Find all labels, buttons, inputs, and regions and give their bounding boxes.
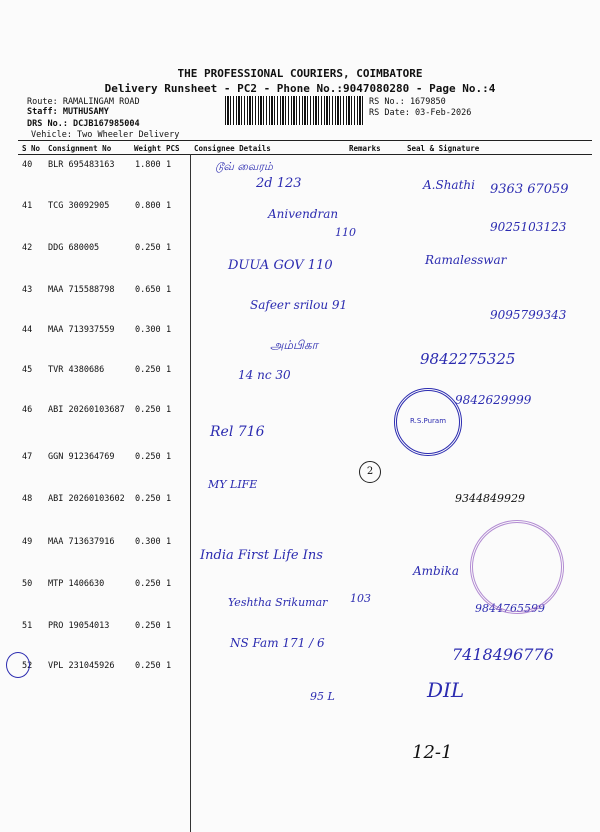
row-consignment: DDG 680005 [48,243,100,253]
row-52-circle-mark [6,652,33,678]
handwriting-41-a: Anivendran [268,207,339,221]
row-pcs: 1 [166,452,172,462]
handwriting-40-phone: 9363 67059 [490,182,569,197]
col-sno: S No [22,144,41,153]
row-weight: 0.650 [135,285,161,295]
footer-date: 12-1 [412,742,453,763]
row-consignment: TCG 30092905 [48,201,110,211]
row-consignment: MAA 715588798 [48,285,115,295]
row-sno: 45 [22,365,33,375]
handwriting-51-details: NS Fam 171 / 6 [230,636,325,650]
row-weight: 0.300 [135,325,161,335]
row-sno: 42 [22,243,33,253]
route-label: Route: RAMALINGAM ROAD [27,97,140,107]
row-pcs: 1 [166,405,172,415]
row-pcs: 1 [166,243,172,253]
row-sno: 52 [22,661,33,671]
row-sno: 40 [22,160,33,170]
handwriting-50-a: Yeshtha Srikumar [228,596,328,609]
row-pcs: 1 [166,661,172,671]
row-consignment: ABI 20260103602 [48,494,125,504]
row-pcs: 1 [166,537,172,547]
barcode [225,96,365,125]
row-pcs: 1 [166,621,172,631]
row-weight: 0.300 [135,537,161,547]
row-sno: 44 [22,325,33,335]
row-consignment: MAA 713937559 [48,325,115,335]
row-weight: 0.250 [135,579,161,589]
row-consignment: TVR 4380686 [48,365,105,375]
handwriting-49-details: India First Life Ins [200,548,323,563]
row-pcs: 1 [166,201,172,211]
row-pcs: 1 [166,285,172,295]
handwriting-46-details: Rel 716 [210,424,265,440]
row-consignment: VPL 231045926 [48,661,115,671]
stamp-text: R.S.Puram [409,417,447,425]
runsheet-title: Delivery Runsheet - PC2 - Phone No.:9047080280 - Page No.:4 [104,82,496,95]
table-row [18,401,592,451]
col-details: Consignee Details [194,144,271,153]
row-pcs: 1 [166,325,172,335]
handwriting-40-sign: A.Shathi [423,178,475,192]
handwriting-42-sign: Ramalesswar [425,253,507,267]
handwriting-45-phone: 9842629999 [455,393,532,407]
circled-number: 2 [359,461,381,483]
row-weight: 0.250 [135,405,161,415]
handwriting-51-phone: 7418496776 [452,645,554,664]
row-consignment: MTP 1406630 [48,579,105,589]
row-consignment: PRO 19054013 [48,621,110,631]
handwriting-40-a: டூவ் வைரம் [215,160,273,173]
handwriting-52-details: 95 L [310,690,335,703]
header-rule-top [18,140,592,141]
company-seal [470,520,564,614]
handwriting-48-details: MY LIFE [208,478,258,491]
col-consignment: Consignment No [48,144,112,153]
row-sno: 41 [22,201,33,211]
row-pcs: 1 [166,365,172,375]
handwriting-40-details: 2d 123 [256,176,302,191]
handwriting-52-sign: DIL [427,678,465,702]
handwriting-42-details: DUUA GOV 110 [228,258,333,273]
row-sno: 43 [22,285,33,295]
rs-number: RS No.: 1679850 [369,97,446,107]
row-pcs: 1 [166,494,172,504]
handwriting-41-phone: 9025103123 [490,220,567,234]
row-weight: 0.250 [135,494,161,504]
row-sno: 47 [22,452,33,462]
col-seal: Seal & Signature [407,144,480,153]
rs-date: RS Date: 03-Feb-2026 [369,108,472,118]
handwriting-48-phone: 9344849929 [455,492,525,505]
row-weight: 0.250 [135,621,161,631]
row-sno: 51 [22,621,33,631]
handwriting-43-details: Safeer srilou 91 [250,298,348,312]
row-consignment: ABI 20260103687 [48,405,125,415]
staff-label: Staff: MUTHUSAMY [27,107,109,117]
row-pcs: 1 [166,160,172,170]
drs-label: DRS No.: DCJB167985004 [27,119,140,129]
row-consignment: MAA 713637916 [48,537,115,547]
col-remarks: Remarks [349,144,381,153]
vehicle-label: Vehicle: Two Wheeler Delivery [31,130,180,140]
handwriting-41-details: 110 [335,226,356,239]
row-sno: 48 [22,494,33,504]
row-sno: 49 [22,537,33,547]
row-weight: 0.250 [135,243,161,253]
row-weight: 0.250 [135,661,161,671]
handwriting-44-phone: 9842275325 [420,350,516,368]
table-row [18,657,592,707]
header-rule-bottom [18,154,592,155]
handwriting-43-phone: 9095799343 [490,308,567,322]
handwriting-50-phone: 9844765599 [475,602,545,615]
row-sno: 46 [22,405,33,415]
col-weight: Weight [134,144,162,153]
row-weight: 0.250 [135,452,161,462]
row-consignment: BLR 695483163 [48,160,115,170]
company-title: THE PROFESSIONAL COURIERS, COIMBATORE [177,67,423,80]
row-consignment: GGN 912364769 [48,452,115,462]
handwriting-50-sign: Ambika [413,564,459,578]
col-pcs: PCS [166,144,180,153]
company-stamp [394,388,462,456]
row-sno: 50 [22,579,33,589]
row-weight: 1.800 [135,160,161,170]
handwriting-50-details: 103 [350,592,371,605]
row-weight: 0.250 [135,365,161,375]
row-weight: 0.800 [135,201,161,211]
row-pcs: 1 [166,579,172,589]
handwriting-45-details: 14 nc 30 [238,368,291,382]
handwriting-44-a: அம்பிகா [270,338,318,352]
